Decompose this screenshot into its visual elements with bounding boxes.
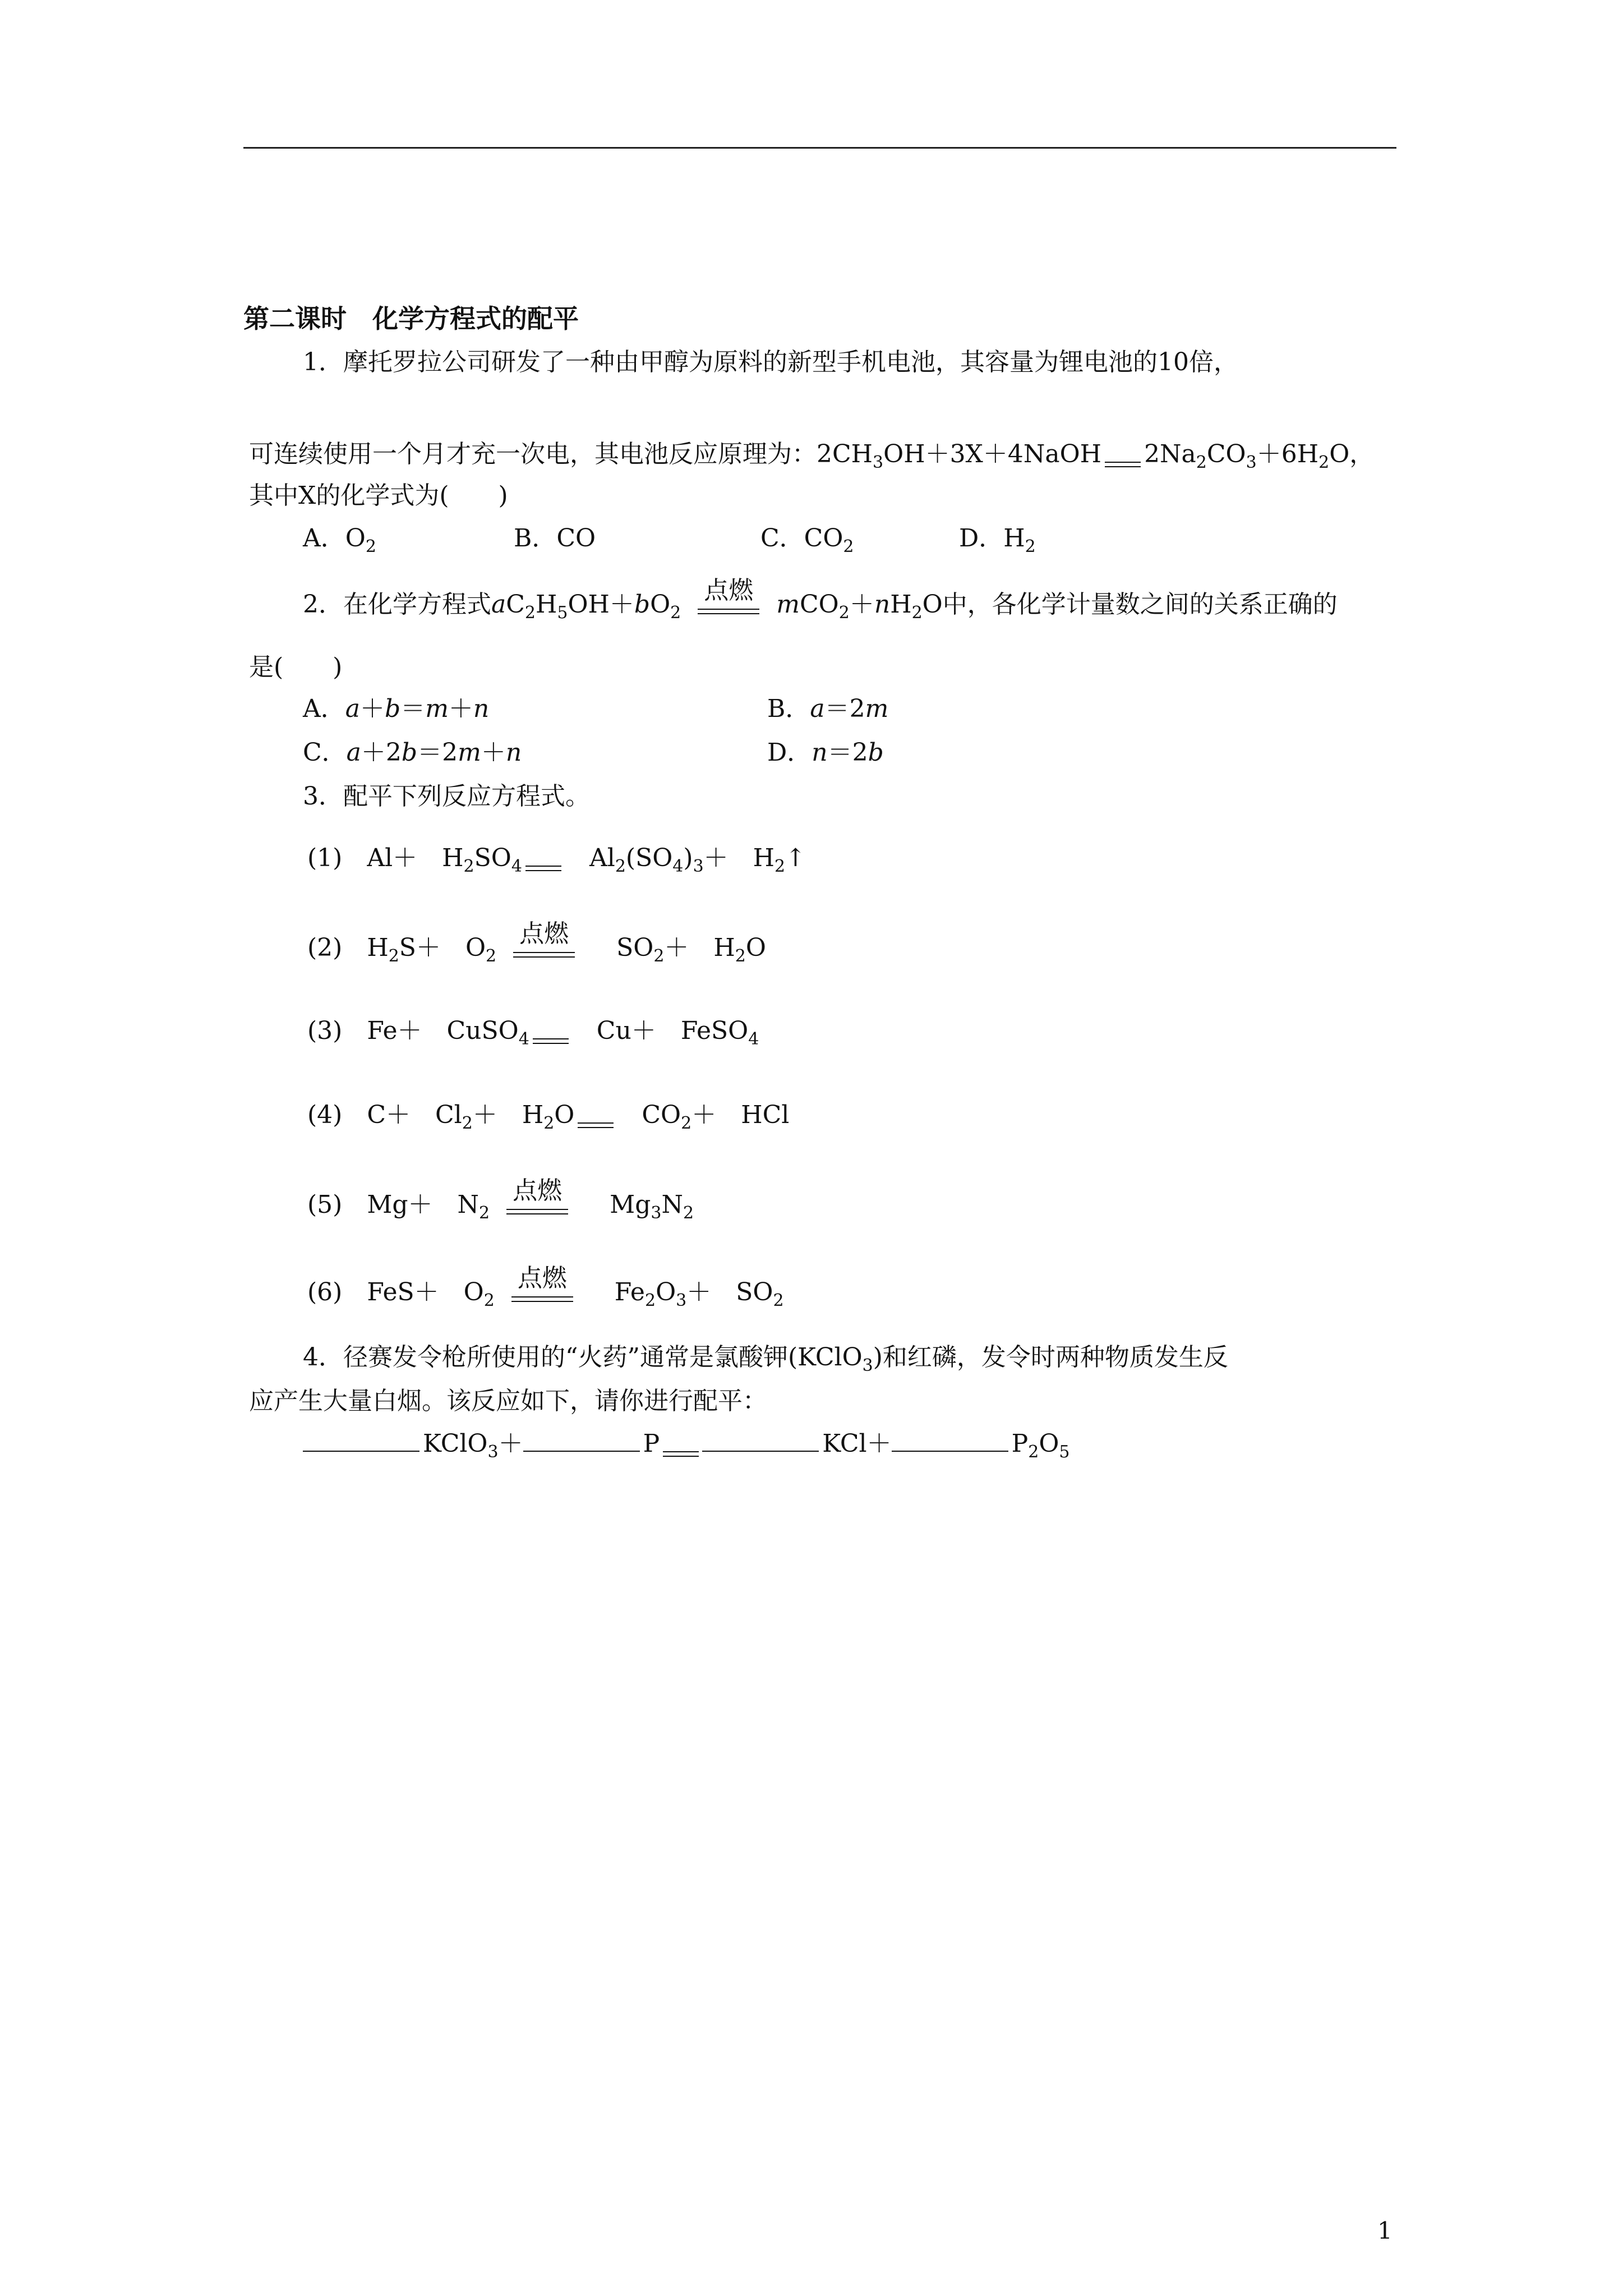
equation-2: (2) $H_2S+$ $O_2$ 点燃 $SO_2+$ $H_2O$: [307, 919, 766, 966]
q4-line1: 4．径赛发令枪所使用的“火药”通常是氯酸钾(KClO$_3$)和红磷，发令时两种物质发生反: [303, 1343, 1228, 1375]
page-title: 第二课时 化学方程式的配平: [243, 303, 579, 334]
q1-option-a: A．$O_2$: [303, 524, 376, 556]
equation-6: (6) FeS＋ $O_2$ 点燃 $Fe_2O_3+$ $SO_2$: [307, 1264, 784, 1310]
answer-blank[interactable]: [523, 1428, 640, 1452]
answer-blank[interactable]: [702, 1428, 819, 1452]
q1-line2-text: 可连续使用一个月才充一次电，其电池反应原理为：: [249, 440, 817, 468]
equation-1: (1) Al＋ $H_2SO_4$ $Al_2(SO_4)_3+$ $H_2↑$: [307, 844, 806, 876]
page-number: 1: [1377, 2217, 1393, 2244]
q2-option-a: A．a＋b＝m＋n: [303, 694, 490, 723]
header-rule: [243, 147, 1396, 149]
q1-equation: $2CH_3OH+3X+4NaOH$ $2Na_2CO_3+6H_2O$，: [817, 440, 1374, 468]
ignite-condition: 点燃: [693, 596, 764, 630]
q2-option-d: D．n＝2b: [767, 738, 884, 767]
q1-line2: [249, 438, 1374, 480]
q1-option-b: B．CO: [514, 524, 596, 553]
answer-blank[interactable]: [892, 1428, 1008, 1452]
q2-option-b: B．a＝2m: [767, 694, 889, 723]
q4-equation: KClO$_3$＋ P $KCl+ P_2O_5$: [303, 1427, 1070, 1469]
answer-blank[interactable]: [303, 1428, 419, 1452]
equation-5: (5) Mg＋ $N_2$ 点燃 $Mg_3N_2$: [307, 1176, 694, 1223]
q2-option-c: C．a＋2b＝2m＋n: [303, 738, 522, 767]
q1-line3: 其中X的化学式为( ): [249, 481, 508, 510]
q2-line1: [303, 576, 1338, 630]
q1-line1: 1．摩托罗拉公司研发了一种由甲醇为原料的新型手机电池，其容量为锂电池的10倍，: [303, 348, 1238, 376]
q2-line2: 是( ): [249, 653, 343, 682]
q4-line2: 应产生大量白烟。该反应如下，请你进行配平：: [249, 1387, 767, 1415]
q2-prefix: 2．在化学方程式: [303, 590, 491, 619]
q2-equation: $aC_2H_5OH+bO_2$ 点燃 $mCO_2+nH_2O$: [491, 590, 943, 619]
equals-sign: [1101, 446, 1144, 480]
equation-3: (3) Fe＋ CuSO$_4$ Cu＋ FeSO$_4$: [307, 1016, 759, 1049]
q3-stem: 3．配平下列反应方程式。: [303, 782, 590, 811]
q2-suffix: 中，各化学计量数之间的关系正确的: [942, 590, 1338, 619]
q1-option-c: C．$CO_2$: [760, 524, 854, 556]
equation-4: (4) C＋ $Cl_2+$ $H_2O$ $CO_2+$ HCl: [307, 1101, 790, 1133]
q1-option-d: D．$H_2$: [959, 524, 1036, 556]
